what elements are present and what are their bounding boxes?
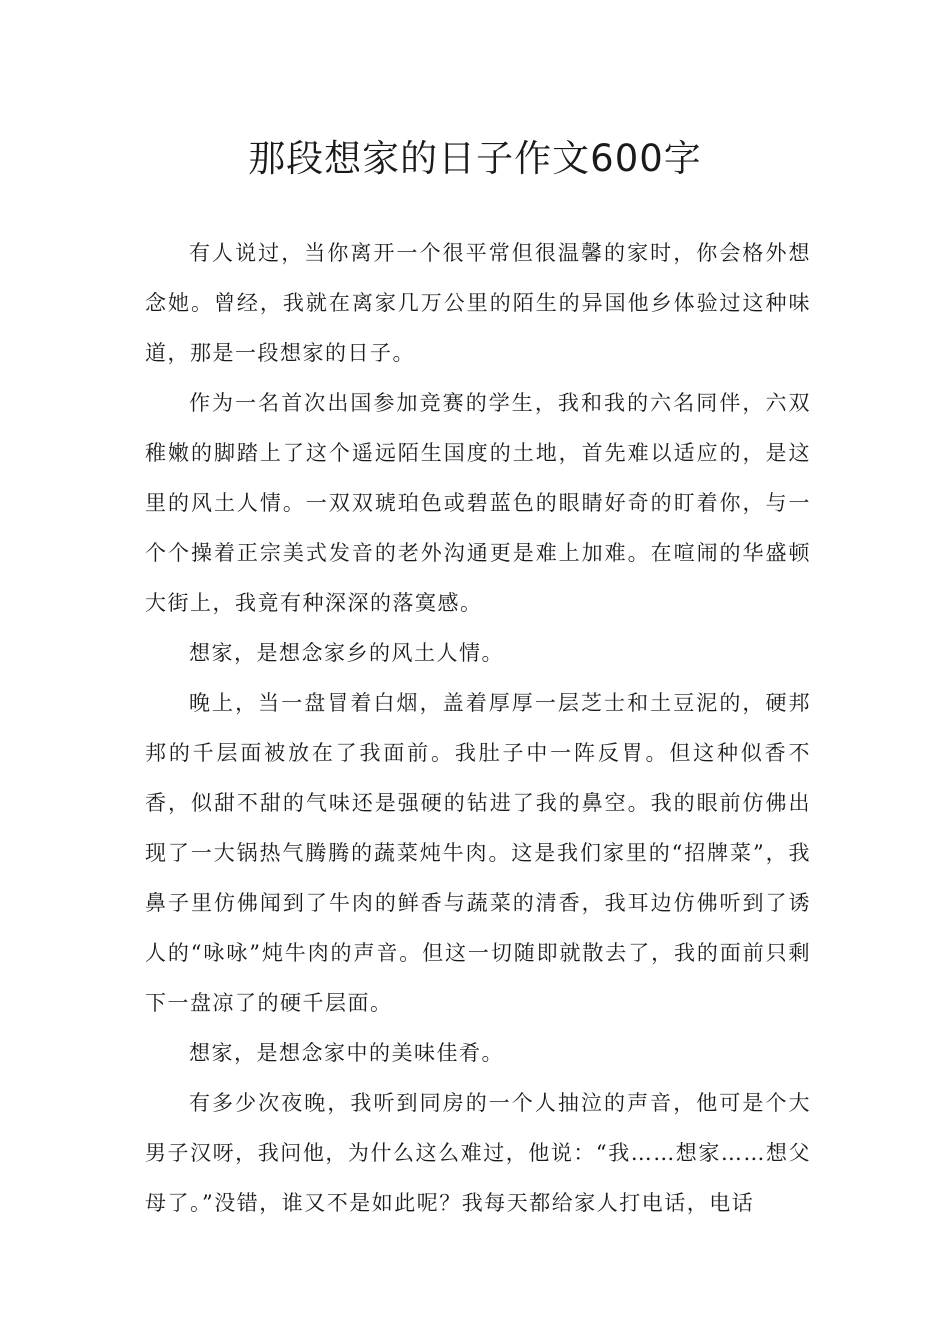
paragraph: 有人说过，当你离开一个很平常但很温馨的家时，你会格外想念她。曾经，我就在离家几万公里的陌生的异国他乡体验过这种味道，那是一段想家的日子。 xyxy=(145,241,811,365)
document-title: 那段想家的日子作文600字 xyxy=(248,137,702,180)
paragraph: 想家，是想念家乡的风土人情。 xyxy=(189,641,504,665)
paragraph: 有多少次夜晚，我听到同房的一个人抽泣的声音，他可是个大男子汉呀，我问他，为什么这么难过，他说：“我……想家……想父母了。”没错，谁又不是如此呢？我每天都给家人打电话，电话 xyxy=(145,1091,811,1215)
paragraph: 想家，是想念家中的美味佳肴。 xyxy=(189,1041,504,1065)
paragraph: 晚上，当一盘冒着白烟，盖着厚厚一层芝士和土豆泥的，硬邦邦的千层面被放在了我面前。我肚子中一阵反胃。但这种似香不香，似甜不甜的气味还是强硬的钻进了我的鼻空。我的眼前仿佛出现了一大锅热气腾腾的蔬菜炖牛肉。这是我们家里的“招牌菜”，我鼻子里仿佛闻到了牛肉的鲜香与蔬菜的清香，我耳边仿佛听到了诱人的“咏咏”炖牛肉的声音。但这一切随即就散去了，我的面前只剩下一盘凉了的硬千层面。 xyxy=(145,691,811,1015)
document-body xyxy=(145,228,811,1228)
paragraph: 作为一名首次出国参加竞赛的学生，我和我的六名同伴，六双稚嫩的脚踏上了这个遥远陌生国度的土地，首先难以适应的，是这里的风土人情。一双双琥珀色或碧蓝色的眼睛好奇的盯着你，与一个个操着正宗美式发音的老外沟通更是难上加难。在喧闹的华盛顿大街上，我竟有种深深的落寞感。 xyxy=(145,391,811,615)
